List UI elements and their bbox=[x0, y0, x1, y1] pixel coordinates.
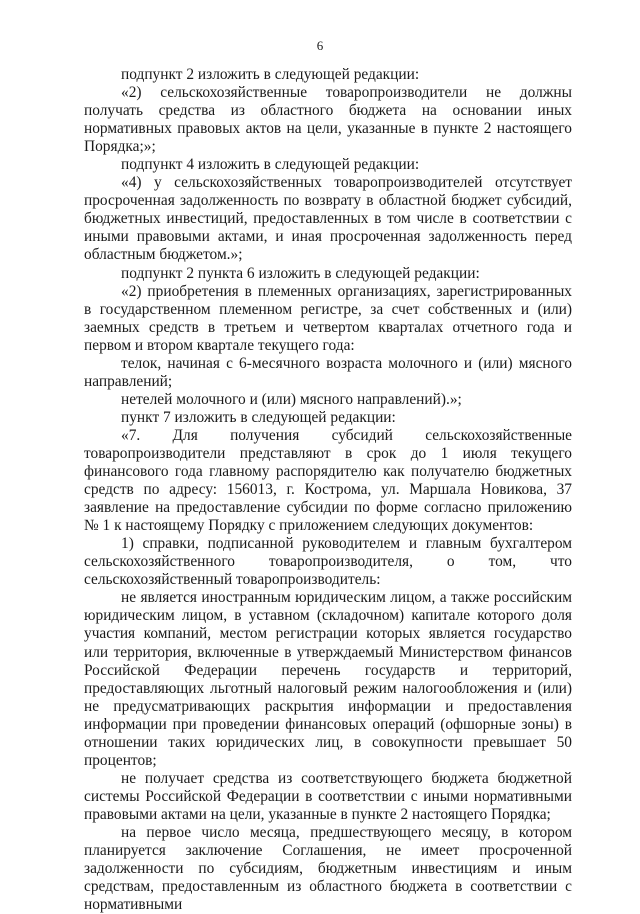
paragraph: подпункт 2 пункта 6 изложить в следующей редакции: bbox=[121, 264, 480, 282]
page-number: 6 bbox=[316, 38, 324, 53]
paragraph: «7. Для получения субсидий сельскохозяйственные товаропроизводители представляют в срок до 1 июля текущего финансового года главному распорядителю как получателю бюджетных средств по адресу: 156013, г. Кострома, ул. Маршала Новикова, 37 заявление на предоставление субсидии по форме согласно приложению № 1 к настоящему Порядку с приложением следующих документов: bbox=[84, 426, 572, 535]
document-body bbox=[84, 66, 572, 914]
paragraph: на первое число месяца, предшествующего месяцу, в котором планируется заключение Соглашения, не имеет просроченной задолженности по субсидиям, бюджетным инвестициям и иным средствам, предоставленным из областного бюджета в соответствии с нормативными bbox=[84, 823, 572, 914]
paragraph: подпункт 2 изложить в следующей редакции: bbox=[121, 66, 420, 83]
paragraph: не является иностранным юридическим лицом, а также российским юридическим лицом, в уставном (складочном) капитале которого доля участия компаний, местом регистрации которых является государство или территория, включенные в утверждаемый Министерством финансов Российской Федерации перечень государств и территорий, предоставляющих льготный налоговый режим налогообложения и (или) не предусматривающих раскрытия информации и предоставления информации при проведении финансовых операций (офшорные зоны) в отношении таких юридических лиц, в совокупности превышает 50 процентов; bbox=[84, 589, 572, 769]
paragraph: подпункт 4 изложить в следующей редакции: bbox=[121, 156, 420, 174]
paragraph: 1) справки, подписанной руководителем и главным бухгалтером сельскохозяйственного товаропроизводителя, о том, что сельскохозяйственный товаропроизводитель: bbox=[84, 535, 572, 589]
paragraph: нетелей молочного и (или) мясного направлений).»; bbox=[121, 390, 462, 408]
paragraph: «2) сельскохозяйственные товаропроизводители не должны получать средства из областного бюджета на основании иных нормативных правовых актов на цели, указанные в пункте 2 настоящего Порядка;»; bbox=[84, 84, 572, 156]
paragraph: «2) приобретения в племенных организациях, зарегистрированных в государственном племенном регистре, за счет собственных и (или) заемных средств в третьем и четвертом кварталах отчетного года и первом и втором квартале текущего года: bbox=[84, 282, 572, 354]
paragraph: пункт 7 изложить в следующей редакции: bbox=[121, 408, 396, 426]
paragraph: не получает средства из соответствующего бюджета бюджетной системы Российской Федерации в соответствии с иными нормативными правовыми актами на цели, указанные в пункте 2 настоящего Порядка; bbox=[84, 769, 572, 823]
paragraph: «4) у сельскохозяйственных товаропроизводителей отсутствует просроченная задолженность по возврату в областной бюджет субсидий, бюджетных инвестиций, предоставленных в том числе в соответствии с иными правовыми актами, и иная просроченная задолженность перед областным бюджетом.»; bbox=[84, 174, 572, 264]
paragraph: телок, начиная с 6-месячного возраста молочного и (или) мясного направлений; bbox=[84, 354, 572, 390]
